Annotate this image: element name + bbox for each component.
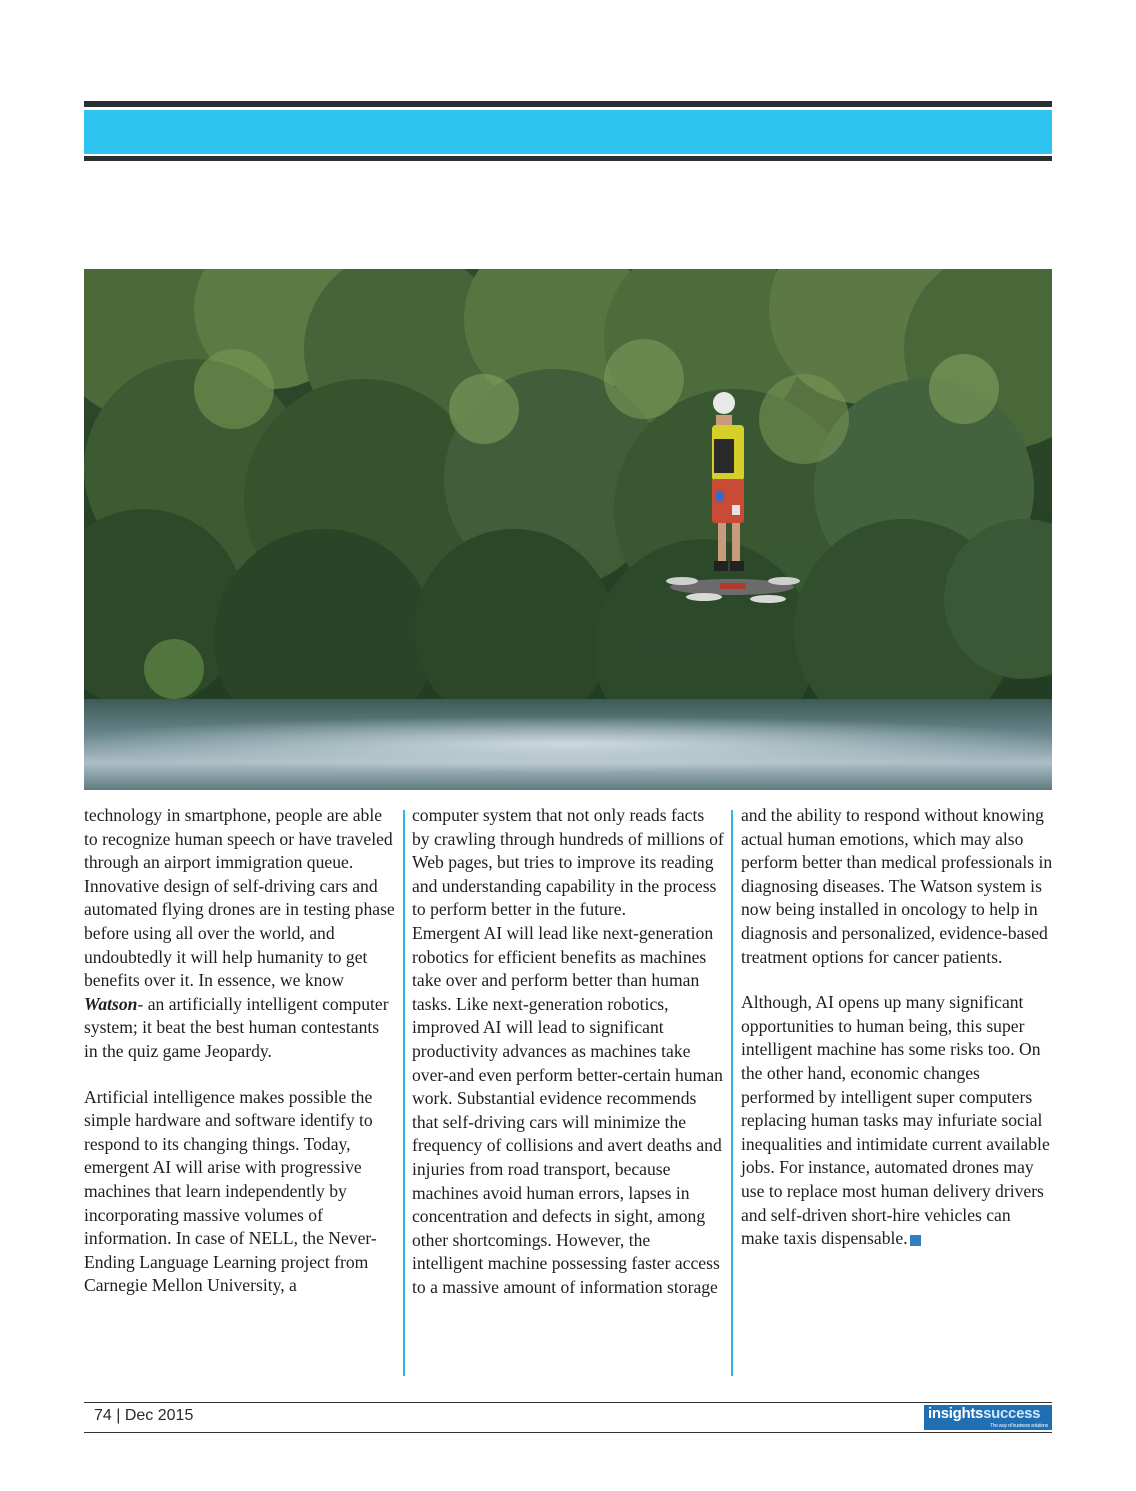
column-divider-right	[731, 810, 733, 1376]
brand-name-part2: success	[983, 1405, 1041, 1422]
hoverboard-drone-photo-icon	[84, 269, 1052, 790]
brand-logo	[924, 1405, 1052, 1430]
header-bottom-rule	[84, 156, 1052, 161]
article-end-mark-icon	[910, 1235, 921, 1246]
col1-paragraph-1-tail: - an artificially intelligent computer system; it beat the best human contestants in the quiz game Jeopardy.	[84, 993, 389, 1061]
col3-paragraph-1: and the ability to respond without knowing actual human emotions, which may also perform better than medical professionals in diagnosing diseases. The Watson system is now being installed in oncology to help in diagnosis and personalized, evidence-based treatment options for cancer patients.	[741, 805, 1053, 967]
footer-page-label: 74 | Dec 2015	[94, 1407, 194, 1424]
brand-tagline: The way of business solutions	[989, 1423, 1048, 1429]
footer-bottom-rule	[84, 1432, 1052, 1433]
brand-name-part1: insights	[928, 1405, 984, 1422]
article-column-1	[84, 804, 396, 1298]
column-divider-left	[403, 810, 405, 1376]
article-column-2	[412, 804, 724, 1299]
header-top-rule	[84, 101, 1052, 107]
watson-emphasis: Watson	[84, 993, 138, 1014]
footer-top-rule	[84, 1402, 1052, 1403]
col3-paragraph-2	[741, 991, 1053, 1251]
col2-paragraph-2: Emergent AI will lead like next-generation robotics for efficient benefits as machines take over and perform better than human tasks. Like next-generation robotics, improved AI will lead to significant productivity advances as machines take over-and even perform better-certain human work. Substantial evidence recommends that self-driving cars will minimize the frequency of collisions and avert deaths and injuries from road transport, because machines avoid human errors, lapses in concentration and defects in sight, among other shortcomings. However, the intelligent machine possessing faster access to a massive amount of information storage	[412, 922, 723, 1297]
col1-paragraph-1	[84, 804, 396, 1064]
header-accent-band	[84, 110, 1052, 154]
col2-paragraph-1: computer system that not only reads facts by crawling through hundreds of millions of Web pages, but tries to improve its reading and understanding capability in the process to perform better in the future.	[412, 805, 724, 920]
col3-paragraph-2-text: Although, AI opens up many significant opportunities to human being, this super intelligent machine has some risks too. On the other hand, economic changes performed by intelligent super computers replacing human tasks may infuriate social inequalities and intimidate current available jobs. For instance, automated drones may use to replace most human delivery drivers and self-driven short-hire vehicles can make taxis dispensable.	[741, 992, 1050, 1249]
hoverboard-drone-photo	[84, 269, 1052, 790]
col1-paragraph-1-text: technology in smartphone, people are able to recognize human speech or have traveled through an airport immigration queue. Innovative design of self-driving cars and automated flying drones are in testing phase before using all over the world, and undoubtedly it will help humanity to get benefits over it. In essence, we know	[84, 805, 395, 991]
article-column-3	[741, 804, 1053, 1251]
col1-paragraph-2: Artificial intelligence makes possible the simple hardware and software identify to respond to its changing things. Today, emergent AI will arise with progressive machines that learn independently by incorporating massive volumes of information. In case of NELL, the Never-Ending Language Learning project from Carnegie Mellon University, a	[84, 1086, 377, 1296]
